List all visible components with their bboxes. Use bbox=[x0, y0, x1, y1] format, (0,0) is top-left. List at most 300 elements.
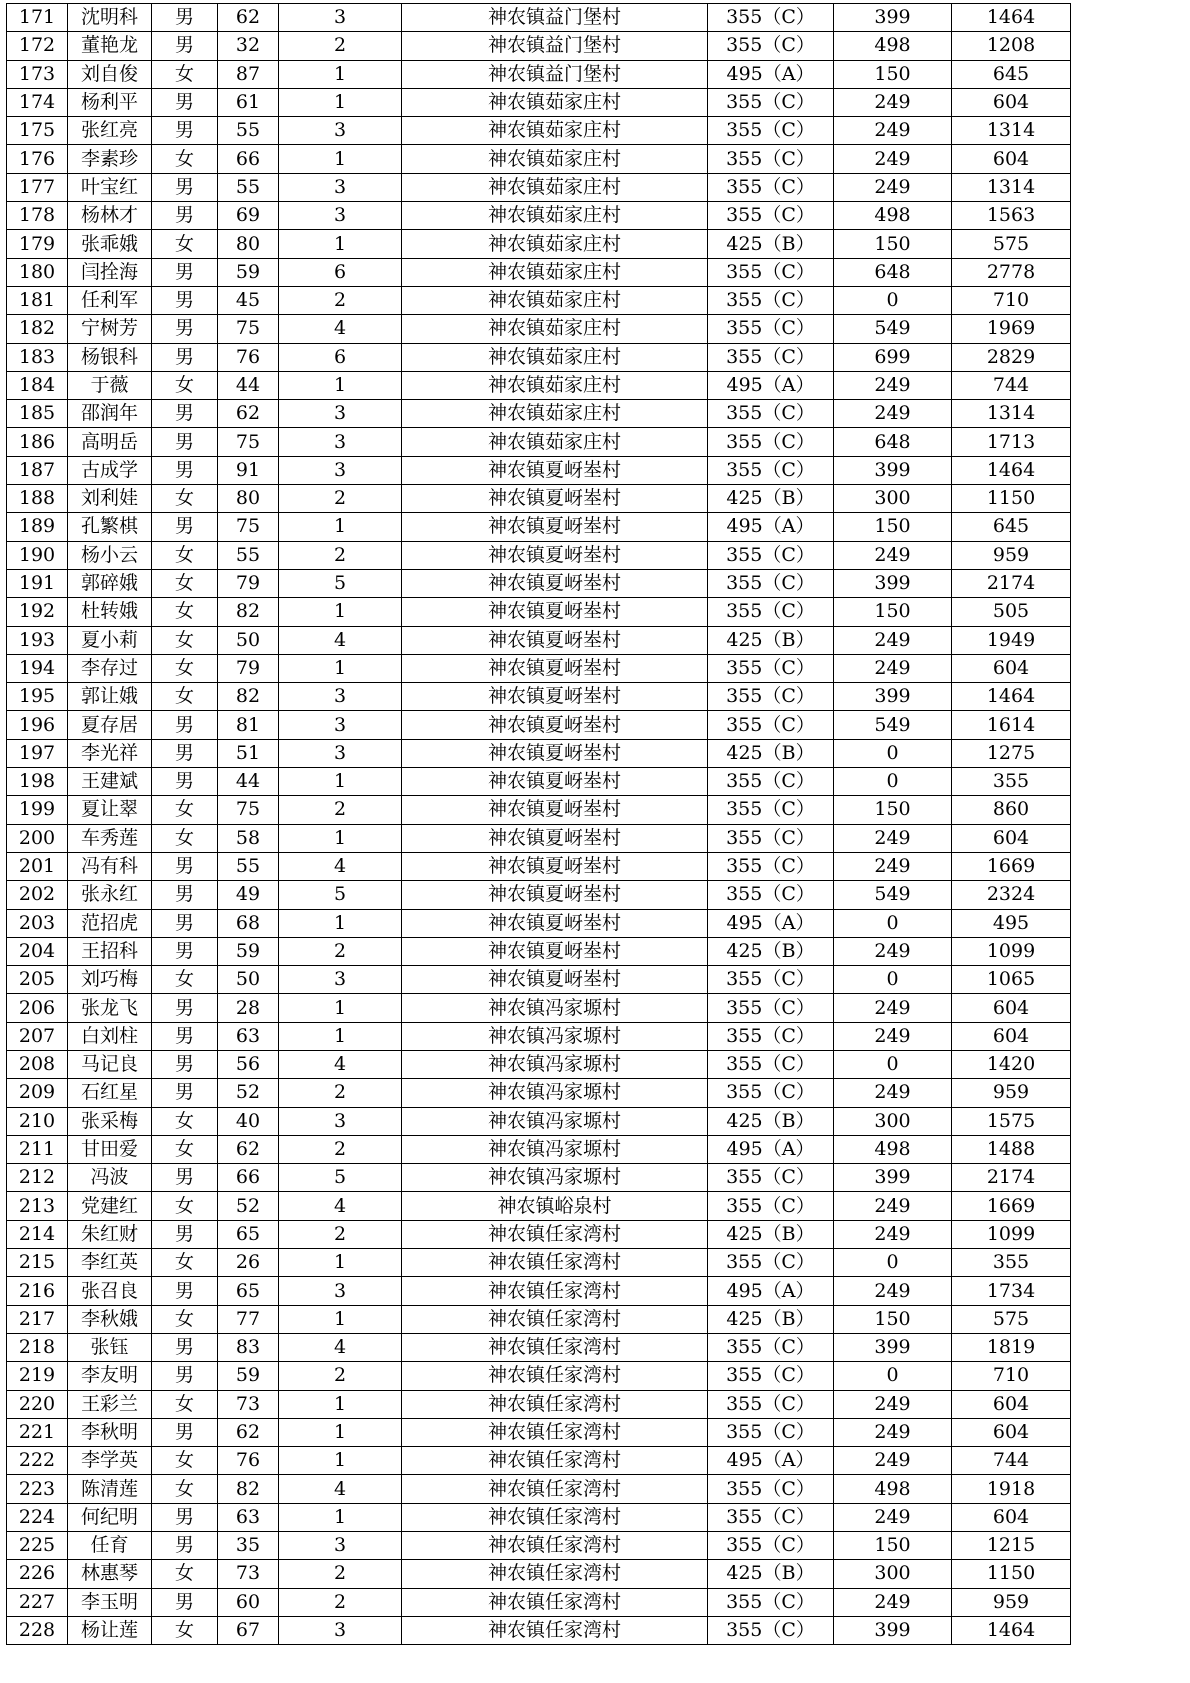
category-cell: 355（C） bbox=[708, 315, 834, 343]
table-row bbox=[7, 1135, 1071, 1163]
household-size-cell: 1 bbox=[279, 994, 402, 1022]
category-cell: 355（C） bbox=[708, 1022, 834, 1050]
age-cell: 62 bbox=[218, 1418, 279, 1446]
village-cell: 神农镇夏岈峚村 bbox=[402, 937, 708, 965]
village-cell: 神农镇任家湾村 bbox=[402, 1503, 708, 1531]
gender-cell: 男 bbox=[152, 117, 218, 145]
table-row bbox=[7, 1362, 1071, 1390]
gender-cell: 男 bbox=[152, 1333, 218, 1361]
household-size-cell: 2 bbox=[279, 1135, 402, 1163]
category-cell: 425（B） bbox=[708, 1560, 834, 1588]
table-row bbox=[7, 824, 1071, 852]
row-number: 174 bbox=[7, 88, 68, 116]
household-size-cell: 1 bbox=[279, 1418, 402, 1446]
subsidy-cell: 549 bbox=[834, 711, 952, 739]
row-number: 223 bbox=[7, 1475, 68, 1503]
row-number: 214 bbox=[7, 1220, 68, 1248]
gender-cell: 女 bbox=[152, 569, 218, 597]
total-cell: 1669 bbox=[952, 1192, 1071, 1220]
age-cell: 66 bbox=[218, 1164, 279, 1192]
table-row bbox=[7, 626, 1071, 654]
village-cell: 神农镇任家湾村 bbox=[402, 1362, 708, 1390]
total-cell: 2778 bbox=[952, 258, 1071, 286]
table-row bbox=[7, 739, 1071, 767]
subsidy-cell: 300 bbox=[834, 485, 952, 513]
category-cell: 355（C） bbox=[708, 145, 834, 173]
name-cell: 党建红 bbox=[68, 1192, 152, 1220]
name-cell: 王招科 bbox=[68, 937, 152, 965]
name-cell: 张永红 bbox=[68, 881, 152, 909]
household-size-cell: 3 bbox=[279, 711, 402, 739]
name-cell: 冯波 bbox=[68, 1164, 152, 1192]
subsidy-cell: 249 bbox=[834, 1277, 952, 1305]
age-cell: 45 bbox=[218, 286, 279, 314]
row-number: 224 bbox=[7, 1503, 68, 1531]
table-row bbox=[7, 654, 1071, 682]
table-row bbox=[7, 1220, 1071, 1248]
household-size-cell: 3 bbox=[279, 173, 402, 201]
age-cell: 75 bbox=[218, 513, 279, 541]
gender-cell: 男 bbox=[152, 1050, 218, 1078]
category-cell: 355（C） bbox=[708, 400, 834, 428]
gender-cell: 男 bbox=[152, 937, 218, 965]
name-cell: 王彩兰 bbox=[68, 1390, 152, 1418]
household-size-cell: 2 bbox=[279, 1588, 402, 1616]
table-row bbox=[7, 1532, 1071, 1560]
name-cell: 夏小莉 bbox=[68, 626, 152, 654]
household-size-cell: 5 bbox=[279, 569, 402, 597]
household-size-cell: 3 bbox=[279, 966, 402, 994]
row-number: 183 bbox=[7, 343, 68, 371]
village-cell: 神农镇夏岈峚村 bbox=[402, 796, 708, 824]
age-cell: 77 bbox=[218, 1305, 279, 1333]
table-row bbox=[7, 1079, 1071, 1107]
row-number: 220 bbox=[7, 1390, 68, 1418]
age-cell: 40 bbox=[218, 1107, 279, 1135]
category-cell: 355（C） bbox=[708, 1249, 834, 1277]
village-cell: 神农镇夏岈峚村 bbox=[402, 966, 708, 994]
village-cell: 神农镇茹家庄村 bbox=[402, 428, 708, 456]
household-size-cell: 3 bbox=[279, 683, 402, 711]
village-cell: 神农镇冯家塬村 bbox=[402, 1022, 708, 1050]
row-number: 209 bbox=[7, 1079, 68, 1107]
subsidy-cell: 249 bbox=[834, 117, 952, 145]
name-cell: 杜转娥 bbox=[68, 598, 152, 626]
category-cell: 355（C） bbox=[708, 1164, 834, 1192]
table-row bbox=[7, 1447, 1071, 1475]
village-cell: 神农镇夏岈峚村 bbox=[402, 626, 708, 654]
category-cell: 355（C） bbox=[708, 456, 834, 484]
total-cell: 1949 bbox=[952, 626, 1071, 654]
household-size-cell: 5 bbox=[279, 881, 402, 909]
total-cell: 1099 bbox=[952, 937, 1071, 965]
name-cell: 李素珍 bbox=[68, 145, 152, 173]
table-row bbox=[7, 881, 1071, 909]
gender-cell: 男 bbox=[152, 1079, 218, 1107]
subsidy-cell: 0 bbox=[834, 286, 952, 314]
household-size-cell: 2 bbox=[279, 1079, 402, 1107]
village-cell: 神农镇冯家塬村 bbox=[402, 1107, 708, 1135]
household-size-cell: 1 bbox=[279, 1022, 402, 1050]
household-size-cell: 1 bbox=[279, 909, 402, 937]
row-number: 197 bbox=[7, 739, 68, 767]
row-number: 207 bbox=[7, 1022, 68, 1050]
village-cell: 神农镇益门堡村 bbox=[402, 4, 708, 32]
total-cell: 2174 bbox=[952, 1164, 1071, 1192]
household-size-cell: 4 bbox=[279, 315, 402, 343]
gender-cell: 男 bbox=[152, 286, 218, 314]
total-cell: 2174 bbox=[952, 569, 1071, 597]
category-cell: 355（C） bbox=[708, 88, 834, 116]
table-row bbox=[7, 1390, 1071, 1418]
category-cell: 495（A） bbox=[708, 909, 834, 937]
row-number: 217 bbox=[7, 1305, 68, 1333]
village-cell: 神农镇茹家庄村 bbox=[402, 400, 708, 428]
age-cell: 67 bbox=[218, 1616, 279, 1644]
total-cell: 604 bbox=[952, 994, 1071, 1022]
village-cell: 神农镇茹家庄村 bbox=[402, 286, 708, 314]
subsidy-cell: 249 bbox=[834, 88, 952, 116]
table-row bbox=[7, 88, 1071, 116]
village-cell: 神农镇任家湾村 bbox=[402, 1333, 708, 1361]
subsidy-cell: 549 bbox=[834, 315, 952, 343]
gender-cell: 男 bbox=[152, 739, 218, 767]
household-size-cell: 4 bbox=[279, 1475, 402, 1503]
gender-cell: 男 bbox=[152, 513, 218, 541]
category-cell: 355（C） bbox=[708, 1050, 834, 1078]
gender-cell: 男 bbox=[152, 428, 218, 456]
total-cell: 1713 bbox=[952, 428, 1071, 456]
category-cell: 425（B） bbox=[708, 1107, 834, 1135]
name-cell: 朱红财 bbox=[68, 1220, 152, 1248]
row-number: 192 bbox=[7, 598, 68, 626]
household-size-cell: 3 bbox=[279, 1277, 402, 1305]
name-cell: 张钰 bbox=[68, 1333, 152, 1361]
age-cell: 56 bbox=[218, 1050, 279, 1078]
category-cell: 355（C） bbox=[708, 4, 834, 32]
subsidy-cell: 300 bbox=[834, 1107, 952, 1135]
table-row bbox=[7, 994, 1071, 1022]
row-number: 194 bbox=[7, 654, 68, 682]
age-cell: 80 bbox=[218, 485, 279, 513]
age-cell: 55 bbox=[218, 117, 279, 145]
total-cell: 1819 bbox=[952, 1333, 1071, 1361]
village-cell: 神农镇茹家庄村 bbox=[402, 88, 708, 116]
total-cell: 959 bbox=[952, 1588, 1071, 1616]
village-cell: 神农镇夏岈峚村 bbox=[402, 711, 708, 739]
age-cell: 44 bbox=[218, 768, 279, 796]
row-number: 212 bbox=[7, 1164, 68, 1192]
household-size-cell: 2 bbox=[279, 485, 402, 513]
village-cell: 神农镇夏岈峚村 bbox=[402, 683, 708, 711]
subsidy-cell: 249 bbox=[834, 400, 952, 428]
subsidy-cell: 150 bbox=[834, 60, 952, 88]
gender-cell: 男 bbox=[152, 456, 218, 484]
age-cell: 73 bbox=[218, 1560, 279, 1588]
subsidy-cell: 249 bbox=[834, 937, 952, 965]
household-size-cell: 1 bbox=[279, 60, 402, 88]
household-size-cell: 3 bbox=[279, 1616, 402, 1644]
table-body bbox=[7, 4, 1071, 1645]
household-size-cell: 3 bbox=[279, 117, 402, 145]
table-row bbox=[7, 1418, 1071, 1446]
age-cell: 59 bbox=[218, 258, 279, 286]
row-number: 226 bbox=[7, 1560, 68, 1588]
table-row bbox=[7, 343, 1071, 371]
row-number: 189 bbox=[7, 513, 68, 541]
gender-cell: 女 bbox=[152, 1192, 218, 1220]
total-cell: 1150 bbox=[952, 1560, 1071, 1588]
category-cell: 355（C） bbox=[708, 711, 834, 739]
total-cell: 1969 bbox=[952, 315, 1071, 343]
name-cell: 张采梅 bbox=[68, 1107, 152, 1135]
row-number: 171 bbox=[7, 4, 68, 32]
household-size-cell: 2 bbox=[279, 1362, 402, 1390]
category-cell: 355（C） bbox=[708, 994, 834, 1022]
village-cell: 神农镇任家湾村 bbox=[402, 1277, 708, 1305]
gender-cell: 女 bbox=[152, 966, 218, 994]
name-cell: 车秀莲 bbox=[68, 824, 152, 852]
household-size-cell: 1 bbox=[279, 598, 402, 626]
gender-cell: 男 bbox=[152, 202, 218, 230]
table-row bbox=[7, 768, 1071, 796]
name-cell: 夏存居 bbox=[68, 711, 152, 739]
subsidy-cell: 150 bbox=[834, 513, 952, 541]
row-number: 191 bbox=[7, 569, 68, 597]
row-number: 213 bbox=[7, 1192, 68, 1220]
subsidy-cell: 498 bbox=[834, 202, 952, 230]
total-cell: 1420 bbox=[952, 1050, 1071, 1078]
gender-cell: 男 bbox=[152, 1220, 218, 1248]
village-cell: 神农镇冯家塬村 bbox=[402, 994, 708, 1022]
category-cell: 355（C） bbox=[708, 1390, 834, 1418]
subsidy-cell: 249 bbox=[834, 1447, 952, 1475]
category-cell: 355（C） bbox=[708, 286, 834, 314]
category-cell: 425（B） bbox=[708, 1220, 834, 1248]
name-cell: 李红英 bbox=[68, 1249, 152, 1277]
household-size-cell: 1 bbox=[279, 230, 402, 258]
gender-cell: 女 bbox=[152, 541, 218, 569]
total-cell: 604 bbox=[952, 88, 1071, 116]
gender-cell: 男 bbox=[152, 994, 218, 1022]
gender-cell: 男 bbox=[152, 1588, 218, 1616]
category-cell: 355（C） bbox=[708, 852, 834, 880]
name-cell: 张乖娥 bbox=[68, 230, 152, 258]
age-cell: 76 bbox=[218, 343, 279, 371]
gender-cell: 男 bbox=[152, 88, 218, 116]
name-cell: 杨小云 bbox=[68, 541, 152, 569]
name-cell: 王建斌 bbox=[68, 768, 152, 796]
subsidy-cell: 0 bbox=[834, 1362, 952, 1390]
village-cell: 神农镇峪泉村 bbox=[402, 1192, 708, 1220]
gender-cell: 男 bbox=[152, 1503, 218, 1531]
village-cell: 神农镇夏岈峚村 bbox=[402, 824, 708, 852]
gender-cell: 女 bbox=[152, 1249, 218, 1277]
table-row bbox=[7, 711, 1071, 739]
subsidy-cell: 399 bbox=[834, 4, 952, 32]
name-cell: 石红星 bbox=[68, 1079, 152, 1107]
household-size-cell: 1 bbox=[279, 1390, 402, 1418]
category-cell: 425（B） bbox=[708, 230, 834, 258]
row-number: 208 bbox=[7, 1050, 68, 1078]
category-cell: 355（C） bbox=[708, 1588, 834, 1616]
age-cell: 28 bbox=[218, 994, 279, 1022]
village-cell: 神农镇冯家塬村 bbox=[402, 1050, 708, 1078]
category-cell: 495（A） bbox=[708, 1277, 834, 1305]
total-cell: 959 bbox=[952, 541, 1071, 569]
total-cell: 2829 bbox=[952, 343, 1071, 371]
total-cell: 1464 bbox=[952, 456, 1071, 484]
total-cell: 1464 bbox=[952, 683, 1071, 711]
name-cell: 白刘柱 bbox=[68, 1022, 152, 1050]
household-size-cell: 1 bbox=[279, 654, 402, 682]
household-size-cell: 5 bbox=[279, 1164, 402, 1192]
subsidy-cell: 0 bbox=[834, 909, 952, 937]
total-cell: 959 bbox=[952, 1079, 1071, 1107]
age-cell: 52 bbox=[218, 1192, 279, 1220]
total-cell: 645 bbox=[952, 513, 1071, 541]
category-cell: 495（A） bbox=[708, 1447, 834, 1475]
age-cell: 79 bbox=[218, 654, 279, 682]
subsidy-cell: 249 bbox=[834, 371, 952, 399]
gender-cell: 男 bbox=[152, 1532, 218, 1560]
subsidy-cell: 498 bbox=[834, 1135, 952, 1163]
village-cell: 神农镇任家湾村 bbox=[402, 1220, 708, 1248]
category-cell: 355（C） bbox=[708, 1192, 834, 1220]
gender-cell: 女 bbox=[152, 145, 218, 173]
row-number: 218 bbox=[7, 1333, 68, 1361]
subsidy-cell: 0 bbox=[834, 966, 952, 994]
name-cell: 杨银科 bbox=[68, 343, 152, 371]
name-cell: 刘巧梅 bbox=[68, 966, 152, 994]
row-number: 177 bbox=[7, 173, 68, 201]
category-cell: 355（C） bbox=[708, 117, 834, 145]
village-cell: 神农镇益门堡村 bbox=[402, 60, 708, 88]
subsidy-cell: 150 bbox=[834, 598, 952, 626]
age-cell: 69 bbox=[218, 202, 279, 230]
household-size-cell: 4 bbox=[279, 1192, 402, 1220]
gender-cell: 女 bbox=[152, 626, 218, 654]
age-cell: 49 bbox=[218, 881, 279, 909]
village-cell: 神农镇夏岈峚村 bbox=[402, 513, 708, 541]
table-row bbox=[7, 598, 1071, 626]
row-number: 176 bbox=[7, 145, 68, 173]
category-cell: 355（C） bbox=[708, 966, 834, 994]
subsidy-cell: 249 bbox=[834, 626, 952, 654]
subsidy-cell: 699 bbox=[834, 343, 952, 371]
gender-cell: 女 bbox=[152, 598, 218, 626]
age-cell: 62 bbox=[218, 4, 279, 32]
household-size-cell: 2 bbox=[279, 541, 402, 569]
village-cell: 神农镇夏岈峚村 bbox=[402, 739, 708, 767]
table-row bbox=[7, 400, 1071, 428]
name-cell: 张红亮 bbox=[68, 117, 152, 145]
gender-cell: 男 bbox=[152, 315, 218, 343]
gender-cell: 男 bbox=[152, 258, 218, 286]
category-cell: 355（C） bbox=[708, 1079, 834, 1107]
row-number: 181 bbox=[7, 286, 68, 314]
village-cell: 神农镇夏岈峚村 bbox=[402, 909, 708, 937]
subsidy-cell: 399 bbox=[834, 1164, 952, 1192]
gender-cell: 女 bbox=[152, 371, 218, 399]
subsidy-cell: 249 bbox=[834, 852, 952, 880]
village-cell: 神农镇任家湾村 bbox=[402, 1390, 708, 1418]
total-cell: 604 bbox=[952, 1418, 1071, 1446]
village-cell: 神农镇夏岈峚村 bbox=[402, 485, 708, 513]
subsidy-cell: 249 bbox=[834, 1192, 952, 1220]
row-number: 201 bbox=[7, 852, 68, 880]
total-cell: 744 bbox=[952, 1447, 1071, 1475]
village-cell: 神农镇冯家塬村 bbox=[402, 1135, 708, 1163]
category-cell: 355（C） bbox=[708, 1333, 834, 1361]
subsidy-cell: 249 bbox=[834, 1503, 952, 1531]
subsidy-cell: 249 bbox=[834, 1220, 952, 1248]
row-number: 222 bbox=[7, 1447, 68, 1475]
village-cell: 神农镇茹家庄村 bbox=[402, 145, 708, 173]
subsidy-cell: 249 bbox=[834, 145, 952, 173]
table-row bbox=[7, 1475, 1071, 1503]
village-cell: 神农镇益门堡村 bbox=[402, 32, 708, 60]
age-cell: 50 bbox=[218, 626, 279, 654]
table-row bbox=[7, 173, 1071, 201]
category-cell: 355（C） bbox=[708, 1418, 834, 1446]
row-number: 173 bbox=[7, 60, 68, 88]
age-cell: 75 bbox=[218, 796, 279, 824]
age-cell: 82 bbox=[218, 683, 279, 711]
age-cell: 58 bbox=[218, 824, 279, 852]
age-cell: 91 bbox=[218, 456, 279, 484]
total-cell: 604 bbox=[952, 1503, 1071, 1531]
category-cell: 495（A） bbox=[708, 60, 834, 88]
subsidy-cell: 249 bbox=[834, 1588, 952, 1616]
household-size-cell: 1 bbox=[279, 824, 402, 852]
subsidy-cell: 150 bbox=[834, 230, 952, 258]
total-cell: 604 bbox=[952, 824, 1071, 852]
row-number: 202 bbox=[7, 881, 68, 909]
age-cell: 79 bbox=[218, 569, 279, 597]
village-cell: 神农镇茹家庄村 bbox=[402, 173, 708, 201]
table-row bbox=[7, 937, 1071, 965]
name-cell: 孔繁棋 bbox=[68, 513, 152, 541]
table-row bbox=[7, 909, 1071, 937]
gender-cell: 男 bbox=[152, 32, 218, 60]
age-cell: 83 bbox=[218, 1333, 279, 1361]
name-cell: 古成学 bbox=[68, 456, 152, 484]
category-cell: 425（B） bbox=[708, 485, 834, 513]
gender-cell: 女 bbox=[152, 1135, 218, 1163]
subsidy-cell: 648 bbox=[834, 258, 952, 286]
subsidy-cell: 249 bbox=[834, 824, 952, 852]
table-row bbox=[7, 1560, 1071, 1588]
table-row bbox=[7, 4, 1071, 32]
total-cell: 604 bbox=[952, 1022, 1071, 1050]
table-row bbox=[7, 1305, 1071, 1333]
table-row bbox=[7, 371, 1071, 399]
table-row bbox=[7, 428, 1071, 456]
age-cell: 59 bbox=[218, 937, 279, 965]
household-size-cell: 1 bbox=[279, 1447, 402, 1475]
category-cell: 355（C） bbox=[708, 654, 834, 682]
table-row bbox=[7, 32, 1071, 60]
age-cell: 80 bbox=[218, 230, 279, 258]
row-number: 227 bbox=[7, 1588, 68, 1616]
row-number: 178 bbox=[7, 202, 68, 230]
village-cell: 神农镇任家湾村 bbox=[402, 1475, 708, 1503]
row-number: 187 bbox=[7, 456, 68, 484]
category-cell: 495（A） bbox=[708, 1135, 834, 1163]
category-cell: 355（C） bbox=[708, 1475, 834, 1503]
household-size-cell: 1 bbox=[279, 768, 402, 796]
